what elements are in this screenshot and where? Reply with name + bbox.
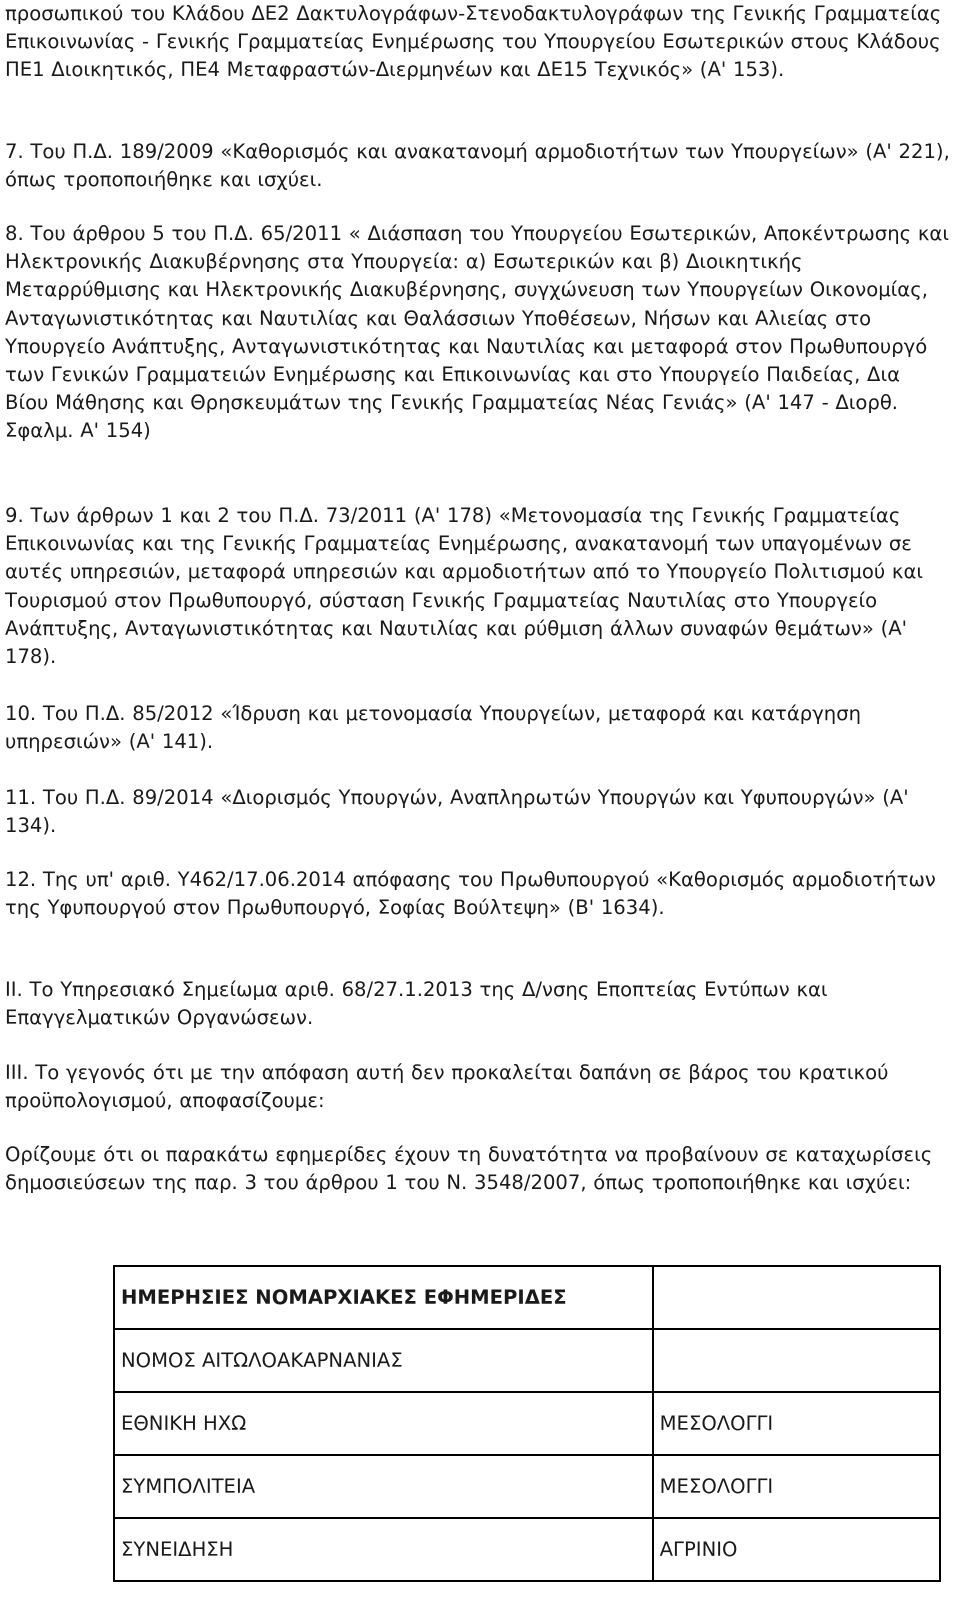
- newspaper-city: ΜΕΣΟΛΟΓΓΙ: [653, 1392, 940, 1455]
- newspaper-name: ΕΘΝΙΚΗ ΗΧΩ: [114, 1392, 653, 1455]
- table-row: [114, 1455, 940, 1518]
- table-header-city: [653, 1266, 940, 1329]
- paragraph-item-10: 10. Του Π.Δ. 85/2012 «Ίδρυση και μετονομασία Υπουργείων, μεταφορά και κατάργηση υπηρεσιών» (Α' 141).: [5, 702, 862, 754]
- newspaper-city: ΜΕΣΟΛΟΓΓΙ: [653, 1455, 940, 1518]
- prefecture-city: [653, 1329, 940, 1392]
- paragraph-item-8: 8. Του άρθρου 5 του Π.Δ. 65/2011 « Διάσπαση του Υπουργείου Εσωτερικών, Αποκέντρωσης και Ηλεκτρονικής Διακυβέρνησης στα Υπουργεία: α) Εσωτερικών και β) Διοικητικής Μεταρρύθμισης και Ηλεκτρονικής Διακυβέρνησης, συγχώνευση των Υπουργείων Οικονομίας, Ανταγωνιστικότητας και Ναυτιλίας και Θαλάσσιων Υποθέσεων, Νήσων και Αλιείας στο Υπουργείο Ανάπτυξης, Ανταγωνιστικότητας και Ναυτιλίας και μεταφορά στον Πρωθυπουργό των Γενικών Γραμματειών Ενημέρωσης και Επικοινωνίας και στο Υπουργείο Παιδείας, Δια Βίου Μάθησης και Θρησκευμάτων της Γενικής Γραμματείας Νέας Γενιάς» (Α' 147 - Διορθ. Σφαλμ. Α' 154): [5, 222, 949, 443]
- table-row: [114, 1518, 940, 1581]
- paragraph-item-12: 12. Της υπ' αριθ. Υ462/17.06.2014 απόφασης του Πρωθυπουργού «Καθορισμός αρμοδιοτήτων της Υφυπουργού στον Πρωθυπουργό, Σοφίας Βούλτεψη» (Β' 1634).: [5, 868, 936, 920]
- paragraph-decision: Ορίζουμε ότι οι παρακάτω εφημερίδες έχουν τη δυνατότητα να προβαίνουν σε καταχωρίσεις δημοσιεύσεων της παρ. 3 του άρθρου 1 του Ν. 3548/2007, όπως τροποποιήθηκε και ισχύει:: [5, 1143, 933, 1195]
- paragraph-item-9: 9. Των άρθρων 1 και 2 του Π.Δ. 73/2011 (Α' 178) «Μετονομασία της Γενικής Γραμματείας Επικοινωνίας και της Γενικής Γραμματείας Ενημέρωσης, ανακατανομή των υπαγομένων σε αυτές υπηρεσιών, μεταφορά υπηρεσιών και αρμοδιοτήτων από το Υπουργείο Πολιτισμού και Τουρισμού στον Πρωθυπουργό, σύσταση Γενικής Γραμματείας Ναυτιλίας στο Υπουργείο Ανάπτυξης, Ανταγωνιστικότητας και Ναυτιλίας και ρύθμιση άλλων συναφών θεμάτων» (Α' 178).: [5, 504, 924, 669]
- paragraph-item-7: 7. Του Π.Δ. 189/2009 «Καθορισμός και ανακατανομή αρμοδιοτήτων των Υπουργείων» (Α' 221), όπως τροποποιήθηκε και ισχύει.: [5, 140, 950, 192]
- table-row-prefecture: [114, 1329, 940, 1392]
- newspaper-city: ΑΓΡΙΝΙΟ: [653, 1518, 940, 1581]
- table-header-title: ΗΜΕΡΗΣΙΕΣ ΝΟΜΑΡΧΙΑΚΕΣ ΕΦΗΜΕΡΙΔΕΣ: [114, 1266, 653, 1329]
- paragraph-item-11: 11. Του Π.Δ. 89/2014 «Διορισμός Υπουργών, Αναπληρωτών Υπουργών και Υφυπουργών» (Α' 134).: [5, 786, 909, 838]
- paragraph-item-III: ΙΙΙ. Το γεγονός ότι με την απόφαση αυτή δεν προκαλείται δαπάνη σε βάρος του κρατικού προϋπολογισμού, αποφασίζουμε:: [5, 1061, 889, 1113]
- table-header-row: [114, 1266, 940, 1329]
- newspaper-name: ΣΥΜΠΟΛΙΤΕΙΑ: [114, 1455, 653, 1518]
- prefecture-name: ΝΟΜΟΣ ΑΙΤΩΛΟΑΚΑΡΝΑΝΙΑΣ: [114, 1329, 653, 1392]
- newspaper-name: ΣΥΝΕΙΔΗΣΗ: [114, 1518, 653, 1581]
- paragraph-intro: προσωπικού του Κλάδου ΔΕ2 Δακτυλογράφων-Στενοδακτυλογράφων της Γενικής Γραμματείας Επικοινωνίας - Γενικής Γραμματείας Ενημέρωσης του Υπουργείου Εσωτερικών στους Κλάδους ΠΕ1 Διοικητικός, ΠΕ4 Μεταφραστών-Διερμηνέων και ΔΕ15 Τεχνικός» (Α' 153).: [5, 2, 942, 82]
- paragraph-item-II: ΙΙ. Το Υπηρεσιακό Σημείωμα αριθ. 68/27.1.2013 της Δ/νσης Εποπτείας Εντύπων και Επαγγελματικών Οργανώσεων.: [5, 978, 828, 1030]
- table-row: [114, 1392, 940, 1455]
- newspapers-table: [113, 1265, 941, 1582]
